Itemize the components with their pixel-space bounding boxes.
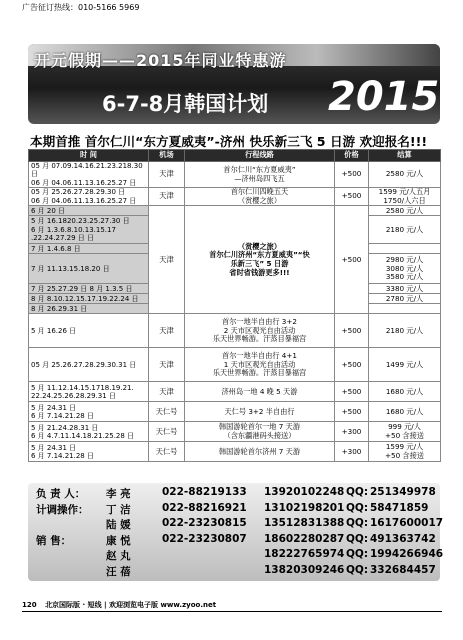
cell-line: 05 月 25.26.27.28.29.30.31 日 [31, 360, 137, 369]
airport-cell: 天津 [149, 162, 185, 188]
dates-cell [29, 348, 149, 382]
settle-cell [369, 206, 441, 216]
route-cell [185, 382, 335, 402]
table-header-cell: 时 间 [29, 150, 149, 162]
contact-qq-label: QQ: [346, 548, 369, 561]
dates-cell [29, 188, 149, 206]
cell-line: 7 月 11.13.15.18.20 日 [31, 264, 110, 273]
cell-line: 2580 元/人 [385, 169, 424, 179]
contact-qq: 251349978 [370, 486, 436, 498]
cell-line: 首尔一地半自由行 3+2 [222, 316, 297, 326]
contact-qq: 491363742 [370, 532, 436, 545]
settle-cell [369, 314, 441, 348]
airport-cell: 天仁号 [149, 402, 185, 422]
table-row [29, 382, 441, 402]
cell-line: 22.24.25.26.28.29.31 日 [31, 391, 116, 400]
cell-line: 1599 元/人五月 [378, 187, 431, 197]
page-number: 120 [22, 601, 37, 609]
airport-cell: 天仁号 [149, 422, 185, 442]
cell-line: 5 月 21.24.28.31 日 [31, 423, 99, 432]
price-cell: +500 [335, 382, 369, 402]
contact-qq-label: QQ: [346, 532, 369, 545]
route-cell [185, 348, 335, 382]
route-cell [185, 442, 335, 462]
table-header-cell: 价格 [335, 150, 369, 162]
cell-line: 济州岛一地 4 晚 5 天游 [221, 386, 298, 396]
contact-qq-label: QQ: [346, 486, 369, 498]
price-cell: +500 [335, 188, 369, 206]
settle-cell [369, 402, 441, 422]
settle-cell [369, 294, 441, 304]
footer [22, 600, 216, 610]
contact-qq: 1617600017 [370, 517, 444, 530]
contacts-panel [28, 483, 444, 581]
cell-line: 乐新三飞” 5 日游 [230, 258, 289, 268]
contact-qq: 58471859 [370, 501, 429, 514]
cell-line: 2 天市区观光自由活动 [223, 325, 296, 335]
cell-line: 5 月 16.26 日 [31, 326, 77, 335]
cell-line: 韩国游轮首尔一地 7 天游 [218, 422, 301, 432]
cell-line: （含东疆港码头接送） [223, 430, 296, 440]
table-row [29, 314, 441, 348]
table-row [29, 162, 441, 188]
settle-cell [369, 284, 441, 294]
promo-banner [28, 44, 440, 124]
cell-line: —济州岛四飞五 [234, 173, 285, 183]
price-cell: +500 [335, 206, 369, 314]
ad-hotline: 广告征订热线：010-5166 5969 [22, 3, 140, 12]
settle-cell [369, 254, 441, 284]
cell-line: 06 月 04.06.11.13.16.25.27 日 [31, 178, 137, 187]
dates-cell [29, 442, 149, 462]
contact-role: 销 售： [36, 534, 72, 547]
contact-mobile: 18602280287 [264, 532, 345, 545]
cell-line: 8 月 26.29.31 日 [31, 304, 88, 313]
contact-qq-label: QQ: [346, 501, 369, 514]
cell-line: 5 月 24.31 日 [31, 443, 77, 452]
cell-line: 05 月 25.26.27.28.29.30 日 [31, 188, 126, 197]
route-cell [185, 402, 335, 422]
table-header-cell: 机场 [149, 150, 185, 162]
airport-cell: 天津 [149, 314, 185, 348]
cell-line: 999 元/人 [388, 422, 421, 432]
footer-divider [22, 611, 442, 612]
cell-line: 2180 元/人 [385, 224, 424, 234]
dates-cell [29, 284, 149, 294]
cell-line: 2580 元/人 [385, 205, 424, 215]
cell-line: 省时省钱游更多!!! [229, 267, 290, 277]
route-cell [185, 162, 335, 188]
contact-name: 康 悦 [106, 534, 131, 547]
settle-cell [369, 422, 441, 442]
cell-line: 首尔一地半自由行 4+1 [222, 350, 297, 360]
cell-line: 6 月 7.14.21.28 日 [31, 411, 94, 420]
contact-tel: 022-23230815 [162, 517, 247, 530]
airport-cell: 天津 [149, 348, 185, 382]
dates-cell [29, 382, 149, 402]
contact-qq: 1994266946 [370, 548, 444, 561]
dates-cell [29, 254, 149, 284]
table-row [29, 442, 441, 462]
cell-line: +50 含接送 [384, 430, 425, 440]
cell-line: 天仁号 3+2 半自由行 [224, 406, 295, 416]
table-body [29, 162, 441, 462]
cell-line: 6 月 1.3.6.8.10.13.15.17 [31, 225, 116, 234]
cell-line: 1680 元/人 [385, 406, 424, 416]
settle-cell [369, 188, 441, 206]
cell-line: .22.24.27.29 日 日 [31, 234, 94, 243]
price-cell: +300 [335, 422, 369, 442]
table-row [29, 348, 441, 382]
settle-cell [369, 382, 441, 402]
contact-name: 汪 蓓 [106, 566, 131, 578]
table-row [29, 206, 441, 216]
dates-cell [29, 162, 149, 188]
cell-line: 2980 元/人 [385, 254, 424, 264]
cell-line: 1499 元/人 [385, 359, 424, 369]
contact-qq-label: QQ: [346, 564, 369, 576]
footer-text: 北京国际版 · 短线 | 欢迎浏览电子版 www.zyoo.net [45, 601, 217, 609]
route-cell [185, 314, 335, 348]
cell-line: 首尔仁川四晚五天 [230, 187, 289, 197]
dates-cell [29, 206, 149, 216]
cell-line: 7 月 1.4.6.8 日 [31, 244, 81, 253]
price-table [28, 149, 441, 462]
contact-mobile: 18222765974 [264, 548, 345, 561]
table-row [29, 402, 441, 422]
settle-cell [369, 216, 441, 244]
cell-line: （赏樱之旅） [237, 195, 282, 205]
contact-tel: 022-88219133 [162, 486, 247, 498]
contact-mobile: 13512831388 [264, 517, 345, 530]
cell-line: 06 月 04.06.11.13.16.25.27 日 [31, 196, 137, 205]
airport-cell: 天津 [149, 382, 185, 402]
route-cell [185, 422, 335, 442]
table-header-cell: 行程线路 [185, 150, 335, 162]
contact-name: 陆 媛 [106, 519, 131, 532]
contact-mobile: 13920102248 [264, 486, 345, 498]
contact-mobile: 13820309246 [264, 564, 345, 576]
cell-line: 1 天市区观光自由活动 [223, 359, 296, 369]
cell-line: 乐天世界畅游。汗蒸目暴福宫 [212, 334, 307, 344]
cell-line: 5 月 16.1820.23.25.27.30 日 [31, 217, 130, 226]
dates-cell [29, 314, 149, 348]
settle-cell [369, 304, 441, 314]
cell-line: 首尔仁川济州“东方夏威夷”“快 [209, 250, 310, 260]
cell-line: 2180 元/人 [385, 325, 424, 335]
banner-headline: 开元假期——2015年同业特惠游 [34, 51, 287, 70]
contact-name: 赵 丸 [106, 550, 131, 563]
price-cell: +500 [335, 348, 369, 382]
airport-cell: 天津 [149, 206, 185, 314]
contact-role: 负 责 人： [36, 488, 86, 500]
airport-cell: 天津 [149, 188, 185, 206]
cell-line: 8 月 8.10.12.15.17.19.22.24 日 [31, 294, 139, 303]
dates-cell [29, 244, 149, 254]
route-cell [185, 188, 335, 206]
cell-line: 6 月 20 日 [31, 206, 66, 215]
dates-cell [29, 422, 149, 442]
cell-line: 2780 元/人 [385, 293, 424, 303]
contact-name: 丁 洁 [106, 503, 131, 516]
promo-line: 本期首推 首尔仁川“东方夏威夷”-济州 快乐新三飞 5 日游 欢迎报名!!! [30, 134, 428, 149]
cell-line: 7 月 25.27.29 日 8 月 1.3.5 日 [31, 284, 133, 293]
table-header-row [29, 150, 441, 162]
contact-qq-label: QQ: [346, 517, 369, 530]
banner-subhead: 6-7-8月韩国计划 [102, 92, 269, 116]
cell-line: 6 月 4.7.11.14.18.21.25.28 日 [31, 431, 135, 440]
cell-line: 3580 元/人 [385, 272, 424, 282]
cell-line: 3080 元/人 [385, 263, 424, 273]
price-cell: +500 [335, 162, 369, 188]
cell-line: 6 月 7.14.21.28 日 [31, 451, 94, 460]
contact-mobile: 13102198201 [264, 501, 345, 514]
price-cell: +500 [335, 314, 369, 348]
cell-line: 5 月 24.31 日 [31, 403, 77, 412]
dates-cell [29, 294, 149, 304]
table-row [29, 422, 441, 442]
route-cell [185, 206, 335, 314]
contact-tel: 022-88216921 [162, 501, 247, 514]
settle-cell [369, 162, 441, 188]
settle-cell [369, 442, 441, 462]
dates-cell [29, 304, 149, 314]
price-cell: +300 [335, 442, 369, 462]
settle-cell [369, 244, 441, 254]
table-header-cell: 结算 [369, 150, 441, 162]
contact-role: 计调操作： [36, 503, 89, 516]
cell-line: 1599 元/人 [385, 442, 424, 452]
cell-line: 乐天世界畅游。汗蒸目暴福宫 [212, 368, 307, 378]
cell-line: 3380 元/人 [385, 283, 424, 293]
cell-line: 首尔仁川“东方夏威夷” [223, 164, 296, 174]
cell-line: 1680 元/人 [385, 386, 424, 396]
dates-cell [29, 216, 149, 244]
cell-line: （赏樱之旅） [237, 241, 282, 251]
year-logo: 2015 [328, 74, 440, 120]
cell-line: 05 月 07.09.14.16.21.23.218.30 日 [31, 162, 143, 179]
contact-name: 李 亮 [106, 488, 131, 500]
cell-line: 1750/人六日 [383, 195, 426, 205]
settle-cell [369, 348, 441, 382]
contact-tel: 022-23230807 [162, 532, 247, 545]
contact-qq: 332684457 [370, 564, 436, 576]
cell-line: +50 含接送 [384, 450, 425, 460]
cell-line: 5 月 11.12.14.15.1718.19.21. [31, 383, 134, 392]
table-row [29, 188, 441, 206]
cell-line: 韩国游轮首尔济州 7 天游 [218, 446, 301, 456]
dates-cell [29, 402, 149, 422]
price-cell: +500 [335, 402, 369, 422]
airport-cell: 天仁号 [149, 442, 185, 462]
